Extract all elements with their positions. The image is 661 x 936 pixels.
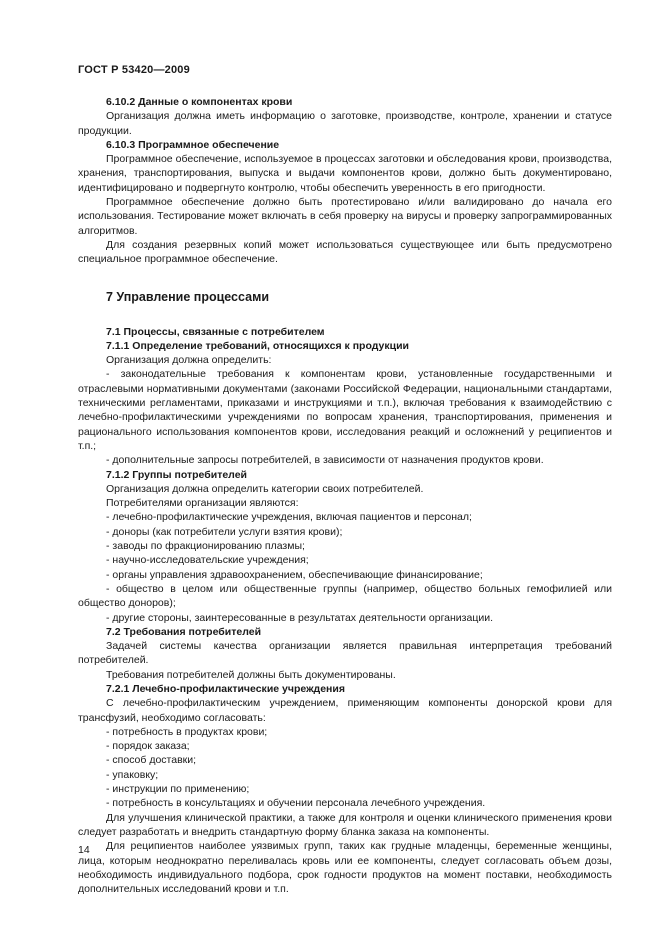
paragraph: Программное обеспечение, используемое в процессах заготовки и обследования крови, производства, хранения, транспортирования, выпуска и выдачи компонентов крови, должно быть документировано, идентифицировано и подвергнуто контролю, чтобы обеспечить уверенность в его пригодности. — [78, 153, 612, 194]
standard-header: ГОСТ Р 53420—2009 — [78, 64, 190, 76]
paragraph: - законодательные требования к компонентам крови, установленные государственными и отраслевыми нормативными документами (законами Российской Федерации, национальными стандартами, техническими регламентами, приказами и инструкциями и т.п.), включая требования к взаимодействию с лечебно-профилактическими учреждениями по вопросам хранения, транспортирования, применения и рационального использования компонентов крови, исследования реакций и осложнений у реципиентов и т.п.; — [78, 368, 612, 452]
subsection-heading: 7.2 Требования потребителей — [106, 625, 262, 638]
paragraph: - упаковку; — [106, 768, 159, 781]
page-number: 14 — [78, 844, 90, 856]
paragraph: Задачей системы качества организации является правильная интерпретация требований потребителей. — [78, 640, 612, 667]
paragraph: Для реципиентов наиболее уязвимых групп, таких как грудные младенцы, беременные женщины, лица, которым неоднократно переливалась кровь или ее компоненты, следует согласовать объем дозы, необходимость индивидуального подбора, срок годности продуктов на момент поставки, необходимость дополнительных исследований крови и т.п. — [78, 840, 612, 896]
paragraph: - потребность в консультациях и обучении персонала лечебного учреждения. — [106, 797, 486, 810]
paragraph: Требования потребителей должны быть документированы. — [106, 668, 396, 681]
document-body — [78, 95, 612, 896]
paragraph: - лечебно-профилактические учреждения, включая пациентов и персонал; — [106, 511, 472, 524]
paragraph: С лечебно-профилактическим учреждением, применяющим компоненты донорской крови для трансфузий, необходимо согласовать: — [78, 697, 612, 724]
paragraph: Для создания резервных копий может использоваться существующее или быть предусмотрено специальное программное обеспечение. — [78, 238, 612, 266]
paragraph: - инструкции по применению; — [106, 783, 250, 796]
paragraph: - органы управления здравоохранением, обеспечивающие финансирование; — [106, 568, 483, 581]
paragraph: - другие стороны, заинтересованные в результатах деятельности организации. — [106, 611, 493, 624]
subsection-heading: 6.10.3 Программное обеспечение — [106, 138, 280, 151]
paragraph: - общество в целом или общественные группы (например, общество больных гемофилией или общество доноров); — [78, 582, 612, 610]
subsection-heading: 7.1 Процессы, связанные с потребителем — [106, 325, 325, 338]
paragraph: - способ доставки; — [106, 754, 197, 767]
subsection-heading: 6.10.2 Данные о компонентах крови — [106, 96, 293, 108]
paragraph: - заводы по фракционированию плазмы; — [106, 540, 305, 553]
document-page — [78, 0, 612, 936]
subsection-heading: 7.1.2 Группы потребителей — [106, 468, 248, 481]
paragraph: - научно-исследовательские учреждения; — [106, 554, 309, 567]
paragraph: Потребителями организации являются: — [106, 497, 299, 510]
subsection-heading: 7.1.1 Определение требований, относящихся к продукции — [106, 339, 409, 352]
subsection-heading: 7.2.1 Лечебно-профилактические учреждения — [106, 682, 345, 695]
paragraph: Организация должна определить: — [106, 354, 272, 367]
paragraph: - потребность в продуктах крови; — [106, 725, 268, 738]
paragraph: Организация должна определить категории своих потребителей. — [106, 482, 424, 495]
paragraph: - дополнительные запросы потребителей, в зависимости от назначения продуктов крови. — [106, 454, 544, 467]
paragraph: - порядок заказа; — [106, 740, 190, 753]
paragraph: Организация должна иметь информацию о заготовке, производстве, контроле, хранении и статусе продукции. — [78, 110, 612, 137]
paragraph: Программное обеспечение должно быть протестировано и/или валидировано до начала его использования. Тестирование может включать в себя проверку на вирусы и проверку запрограммированных алгоритмов. — [78, 196, 612, 237]
section-heading: 7 Управление процессами — [106, 289, 270, 304]
paragraph: Для улучшения клинической практики, а также для контроля и оценки клинического применения крови следует разработать и внедрить стандартную форму бланка заказа на компоненты. — [78, 811, 612, 838]
paragraph: - доноры (как потребители услуги взятия крови); — [106, 525, 343, 538]
